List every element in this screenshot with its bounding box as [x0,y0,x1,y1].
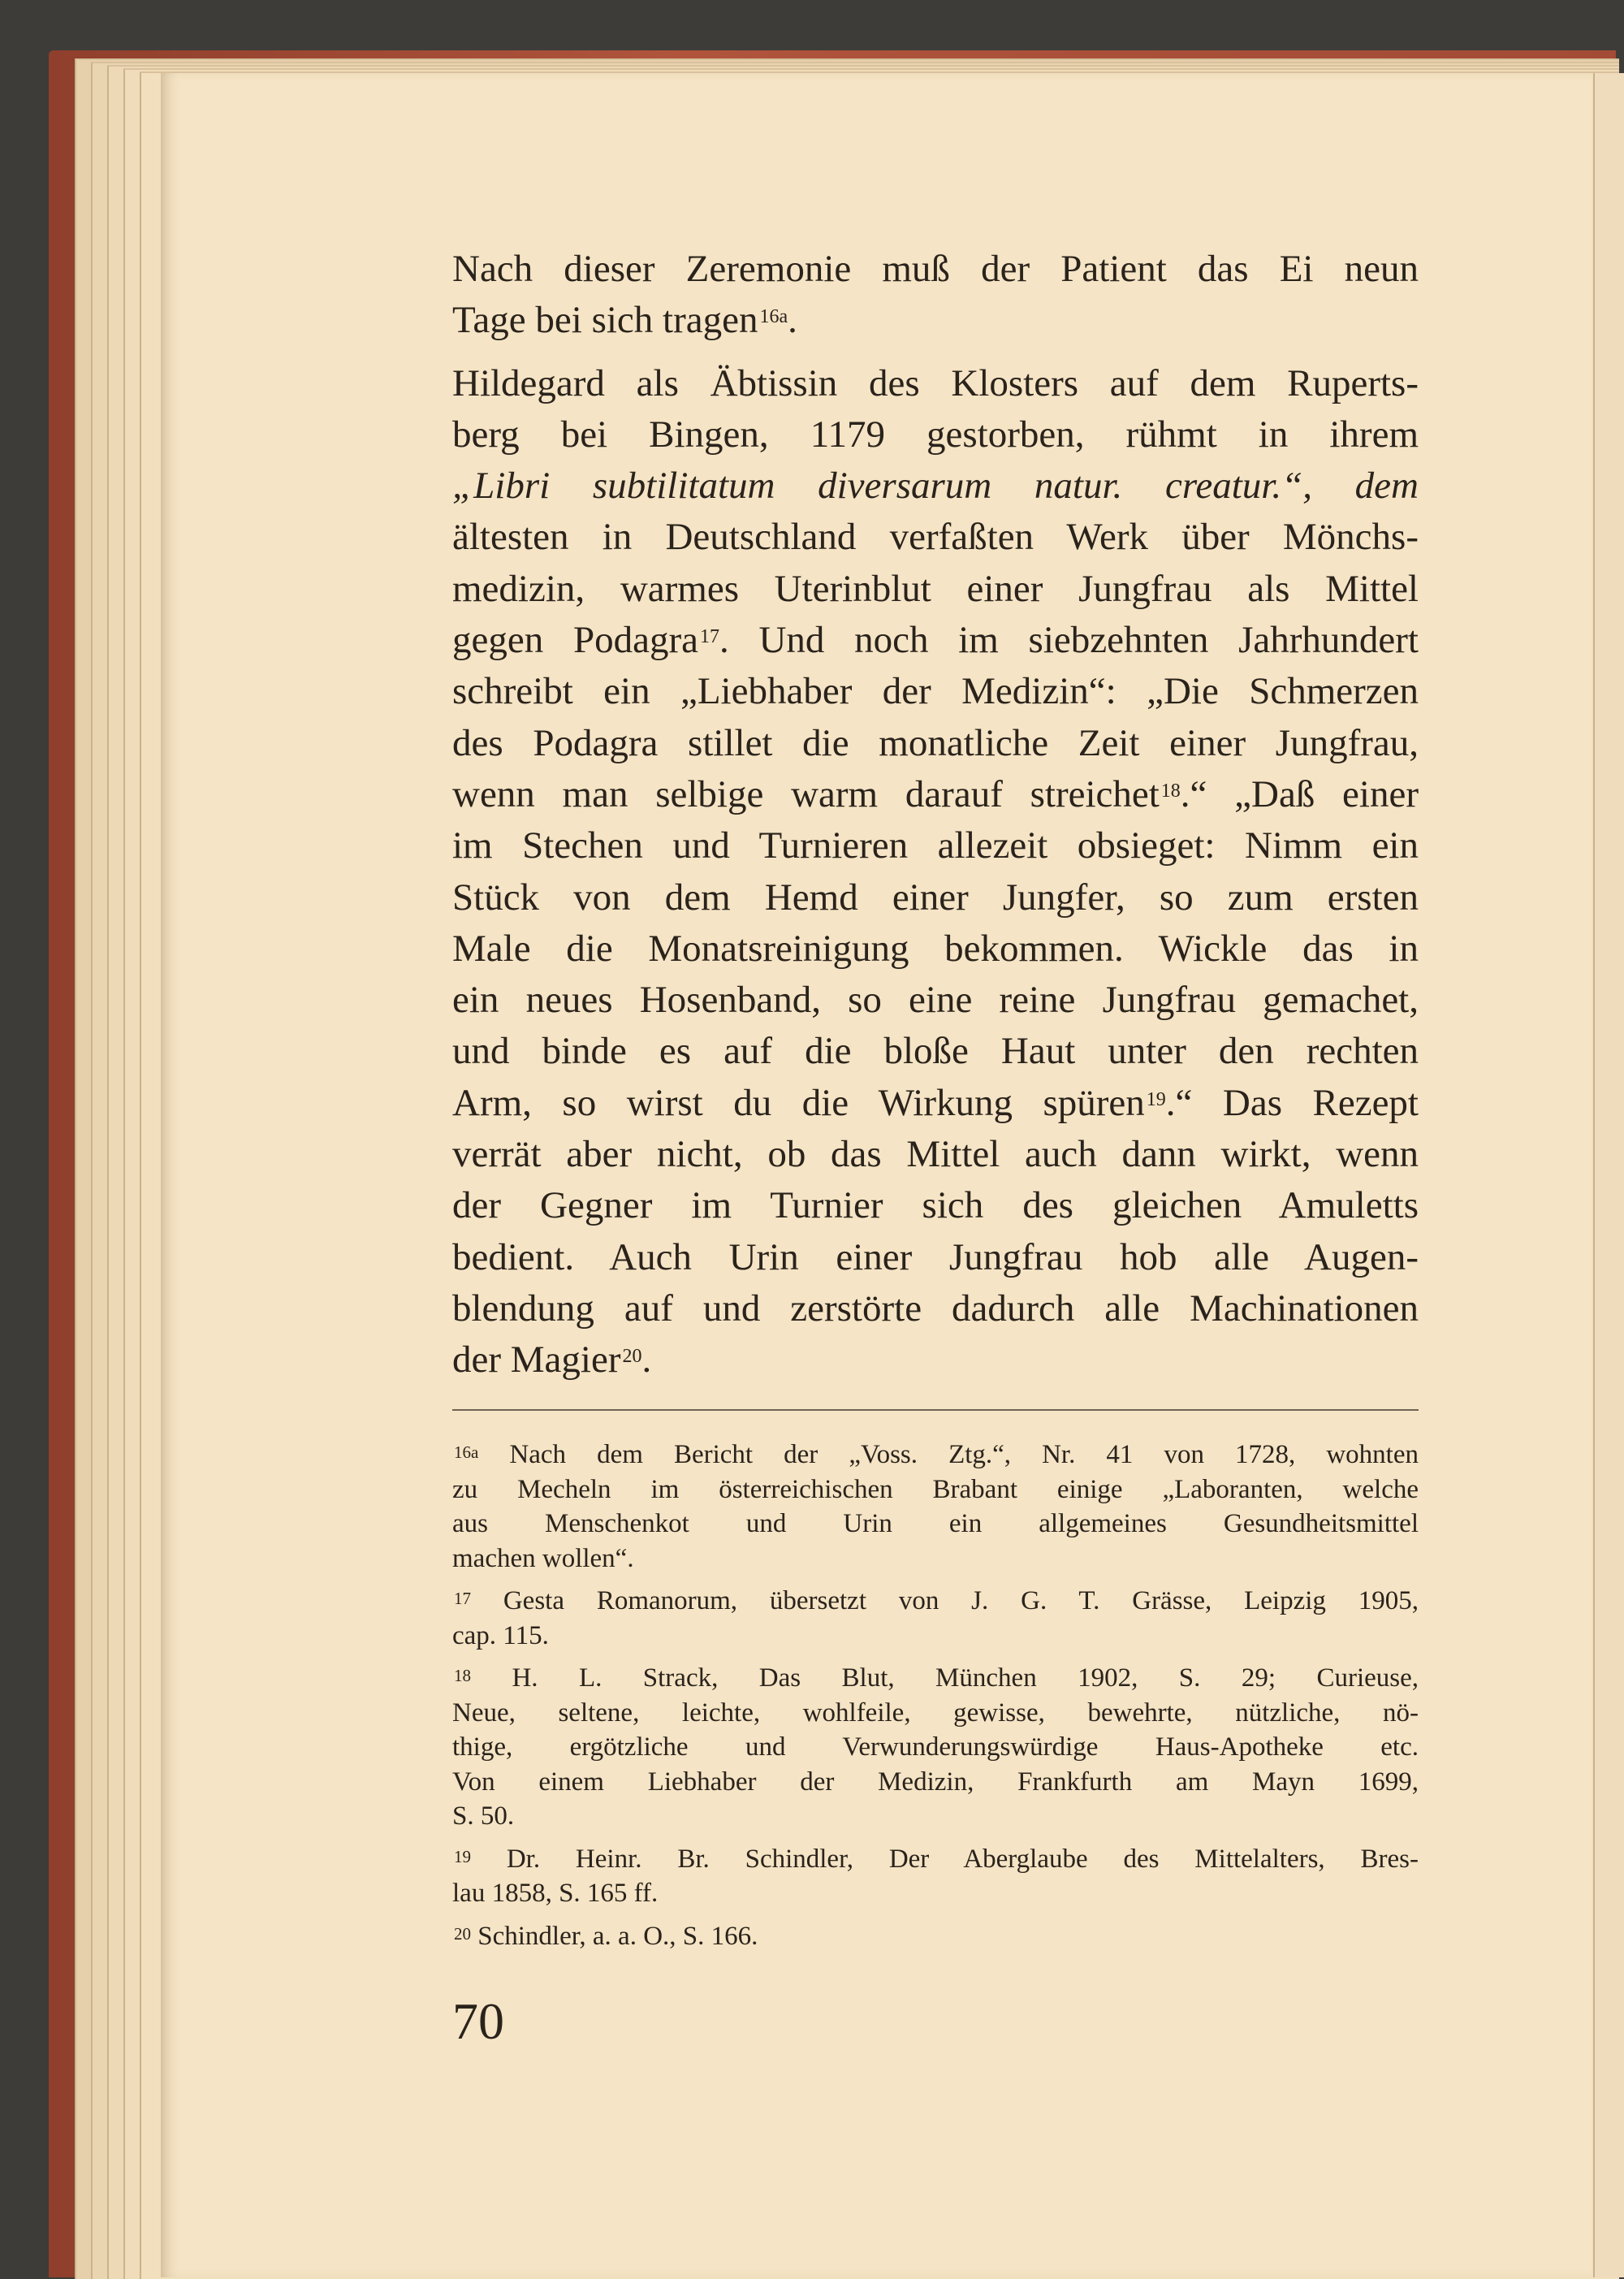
footnote-divider [452,1409,1419,1411]
footnote-18 [452,1661,1419,1834]
text-line: Male die Monatsreinigung bekommen. Wickle das in [452,927,1419,970]
text-line: bedient. Auch Urin einer Jungfrau hob alle Augen- [452,1235,1419,1278]
footnote-line: $^{19}$ Dr. Heinr. Br. Schindler, Der Aberglaube des Mittelalters, Bres- [454,1844,1419,1874]
text-line: Tage bei sich tragen$^{16a}$. [452,299,797,342]
text-line: gegen Podagra$^{17}$. Und noch im siebzehnten Jahrhundert [452,619,1419,662]
footnote-line: thige, ergötzliche und Verwunderungswürdige Haus-Apotheke etc. [452,1732,1419,1762]
footnote-line: S. 50. [452,1801,515,1831]
footnote-line: machen wollen“. [452,1543,634,1573]
footnote-line: aus Menschenkot und Urin ein allgemeines Gesundheitsmittel [452,1509,1419,1538]
text-line: wenn man selbige warm darauf streichet$^{18}$.“ „Daß einer [452,772,1419,815]
text-line: ältesten in Deutschland verfaßten Werk über Mönchs- [452,516,1419,559]
footnote-line: zu Mecheln im österreichischen Brabant einige „Laboranten, welche [452,1474,1419,1504]
text-line: ein neues Hosenband, so eine reine Jungfrau gemachet, [452,979,1419,1022]
text-line: des Podagra stillet die monatliche Zeit einer Jungfrau, [452,721,1419,764]
footnote-mark: 19 [454,1846,471,1866]
text-line: „Libri subtilitatum diversarum natur. creatur.“, dem [452,465,1419,508]
main-text [452,244,1419,1386]
footnote-line: Neue, seltene, leichte, wohlfeile, gewisse, bewehrte, nützliche, nö- [452,1697,1419,1728]
page-number: 70 [452,1992,504,2050]
footnote-mark: 18 [454,1666,471,1685]
facing-page-edge [1593,73,1624,2277]
text-line: der Magier$^{20}$. [452,1338,652,1382]
text-line: schreibt ein „Liebhaber der Medizin“: „Die Schmerzen [452,670,1419,713]
text-line: Stück von dem Hemd einer Jungfer, so zum ersten [452,876,1419,919]
footnote-16a [452,1438,1419,1576]
text-line: Hildegard als Äbtissin des Klosters auf dem Ruperts- [452,361,1419,404]
text-line: verrät aber nicht, ob das Mittel auch dann wirkt, wenn [452,1133,1419,1176]
footnote-mark: 17 [454,1589,471,1608]
footnote-19 [452,1842,1419,1911]
footnote-mark: 20 [454,1923,471,1944]
footnote-mark: 16a [454,1442,479,1462]
text-line: berg bei Bingen, 1179 gestorben, rühmt in ihrem [452,413,1419,456]
footnote-ref: 20 [622,1346,642,1368]
text-line: blendung auf und zerstörte dadurch alle Machinationen [452,1287,1419,1330]
footnote-ref: 17 [699,626,719,648]
text-line: Nach dieser Zeremonie muß der Patient das Ei neun [452,248,1419,290]
footnote-line: $^{17}$ Gesta Romanorum, übersetzt von J. G. T. Grässe, Leipzig 1905, [454,1586,1419,1615]
footnote-ref: 16a [759,306,788,328]
footnote-line: cap. 115. [452,1620,549,1650]
text-line: medizin, warmes Uterinblut einer Jungfrau als Mittel [452,567,1419,610]
footnote-line: $^{20}$ Schindler, a. a. O., S. 166. [454,1921,758,1951]
footnote-line: Von einem Liebhaber der Medizin, Frankfurth am Mayn 1699, [452,1767,1419,1797]
text-line: Arm, so wirst du die Wirkung spüren$^{19}$.“ Das Rezept [452,1081,1419,1124]
text-line: im Stechen und Turnieren allezeit obsieget: Nimm ein [452,824,1419,867]
footnote-ref: 19 [1146,1088,1166,1110]
footnote-line: $^{16a}$ Nach dem Bericht der „Voss. Ztg.“, Nr. 41 von 1728, wohnten [454,1440,1419,1469]
footnote-line: lau 1858, S. 165 ff. [452,1879,659,1908]
text-line: der Gegner im Turnier sich des gleichen Amuletts [452,1184,1419,1227]
text-line: und binde es auf die bloße Haut unter den rechten [452,1030,1419,1073]
footnote-17 [452,1584,1419,1653]
footnote-line: $^{18}$ H. L. Strack, Das Blut, München 1902, S. 29; Curieuse, [454,1663,1419,1693]
footnotes [452,1438,1419,1953]
footnote-20 [452,1919,1419,1954]
footnote-ref: 18 [1160,780,1181,802]
